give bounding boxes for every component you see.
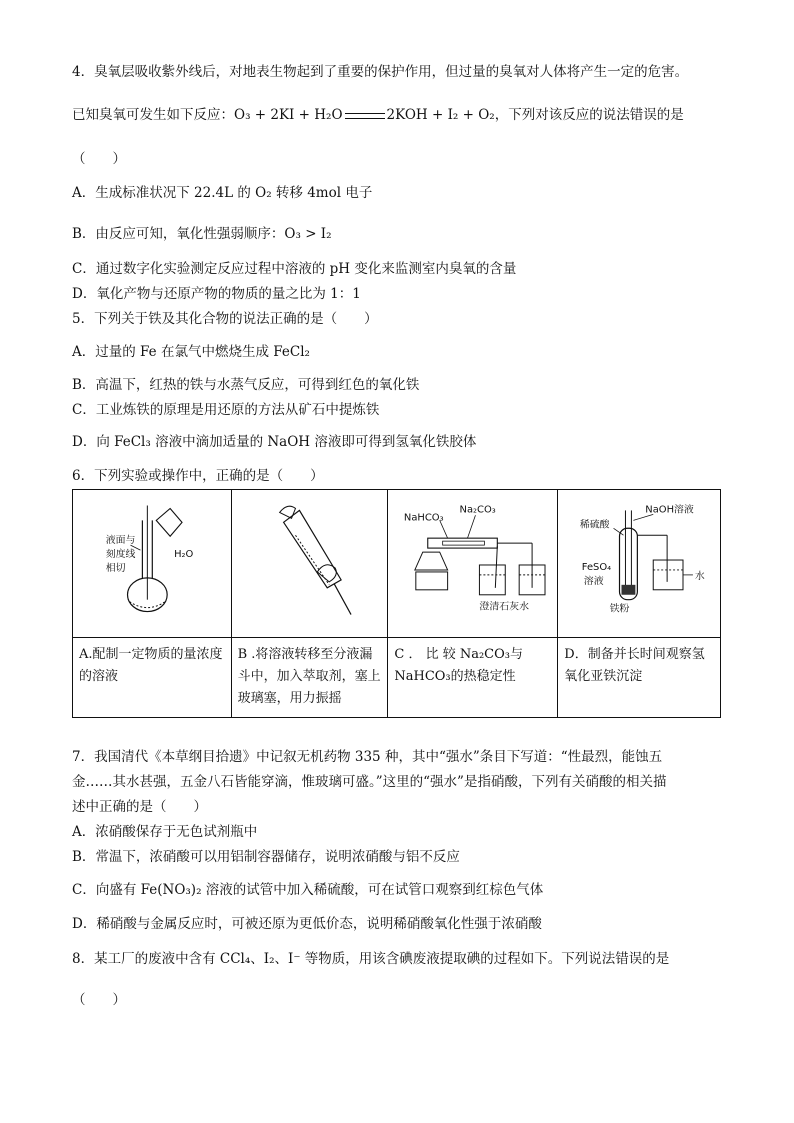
- q8-answer-paren: （ ）: [72, 992, 126, 1008]
- q7-option-b: B．常温下，浓硝酸可以用铝制容器储存，说明浓硝酸与铝不反应: [72, 849, 460, 865]
- q4-equation-left: O₃ + 2KI + H₂O: [234, 107, 343, 123]
- q6-option-d: D．制备并长时间观察氢氧化亚铁沉淀: [558, 638, 721, 718]
- fig-a-label-1: 液面与: [105, 535, 136, 547]
- fig-c-label-nahco3: NaHCO₃: [404, 512, 444, 524]
- fig-d-label-water: 水: [695, 570, 706, 582]
- figure-c-thermal-stability: [388, 490, 558, 638]
- fig-d-label-solution: 溶液: [584, 575, 604, 587]
- q5-option-a: A．过量的 Fe 在氯气中燃烧生成 FeCl₂: [72, 344, 310, 360]
- q6-option-c: C ． 比 较 Na₂CO₃与 NaHCO₃的热稳定性: [388, 638, 558, 718]
- q4-option-c: C．通过数字化实验测定反应过程中溶液的 pH 变化来监测室内臭氧的含量: [72, 261, 517, 277]
- q4-equation-right: 2KOH + I₂ + O₂: [386, 107, 495, 123]
- fig-a-label-2: 刻度线: [105, 549, 136, 561]
- fig-d-label-iron: 铁粉: [609, 603, 630, 615]
- q4-option-a: A．生成标准状况下 22.4L 的 O₂ 转移 4mol 电子: [72, 185, 373, 201]
- equation-equals-sign: [345, 113, 385, 119]
- q5-stem: 5．下列关于铁及其化合物的说法正确的是（ ）: [72, 311, 378, 327]
- q4-stem-equation: [72, 105, 684, 125]
- fig-c-label-na2co3: Na₂CO₃: [459, 504, 497, 516]
- q7-stem-line-1: 7．我国清代《本草纲目拾遗》中记叙无机药物 335 种，其中“强水”条目下写道：“性最烈，能蚀五: [72, 749, 663, 765]
- q7-option-a: A．浓硝酸保存于无色试剂瓶中: [72, 824, 258, 840]
- q8-stem: 8．某工厂的废液中含有 CCl₄、I₂、I⁻ 等物质，用该含碘废液提取碘的过程如下。下列说法错误的是: [72, 951, 670, 967]
- fig-c-label-limewater: 澄清石灰水: [479, 601, 530, 613]
- fig-d-label-naoh: NaOH溶液: [645, 504, 695, 516]
- q4-stem: 4．臭氧层吸收紫外线后，对地表生物起到了重要的保护作用，但过量的臭氧对人体将产生一定的危害。: [72, 64, 689, 80]
- q4-answer-paren: （ ）: [72, 151, 126, 167]
- q6-option-b: B .将溶液转移至分液漏斗中，加入萃取剂，塞上玻璃塞，用力振摇: [231, 638, 388, 718]
- q5-option-c: C．工业炼铁的原理是用还原的方法从矿石中提炼铁: [72, 402, 380, 418]
- q6-stem: 6．下列实验或操作中，正确的是（ ）: [72, 468, 324, 484]
- fig-a-label-3: 相切: [105, 562, 126, 574]
- figure-a-volumetric-flask: [73, 490, 232, 638]
- q5-option-b: B．高温下，红热的铁与水蒸气反应，可得到红色的氧化铁: [72, 377, 420, 393]
- q7-option-c: C．向盛有 Fe(NO₃)₂ 溶液的试管中加入稀硫酸，可在试管口观察到红棕色气体: [72, 882, 544, 898]
- q7-stem-line-3: 述中正确的是（ ）: [72, 799, 207, 815]
- q7-option-d: D．稀硝酸与金属反应时，可被还原为更低价态，说明稀硝酸氧化性强于浓硝酸: [72, 916, 542, 932]
- figure-b-separatory-funnel: [231, 490, 388, 638]
- q7-stem-line-2: 金……其水甚强，五金八石皆能穿滴，惟玻璃可盛。”这里的“强水”是指硝酸，下列有关硝酸的相关描: [72, 774, 667, 790]
- figure-d-ferrous-hydroxide: [558, 490, 721, 638]
- fig-d-label-acid: 稀硫酸: [580, 519, 610, 531]
- fig-a-label-water: H₂O: [174, 549, 194, 561]
- q4-stem-suffix: ，下列对该反应的说法错误的是: [494, 107, 684, 123]
- q5-option-d: D．向 FeCl₃ 溶液中滴加适量的 NaOH 溶液即可得到氢氧化铁胶体: [72, 434, 477, 450]
- q4-option-b: B．由反应可知，氧化性强弱顺序：O₃ > I₂: [72, 226, 332, 242]
- q4-stem-prefix: 已知臭氧可发生如下反应：: [72, 107, 234, 123]
- q6-option-a: A.配制一定物质的量浓度的溶液: [73, 638, 232, 718]
- fig-d-label-feso4: FeSO₄: [582, 561, 612, 573]
- q6-options-table: [72, 489, 721, 718]
- q4-option-d: D．氧化产物与还原产物的物质的量之比为 1：1: [72, 286, 361, 302]
